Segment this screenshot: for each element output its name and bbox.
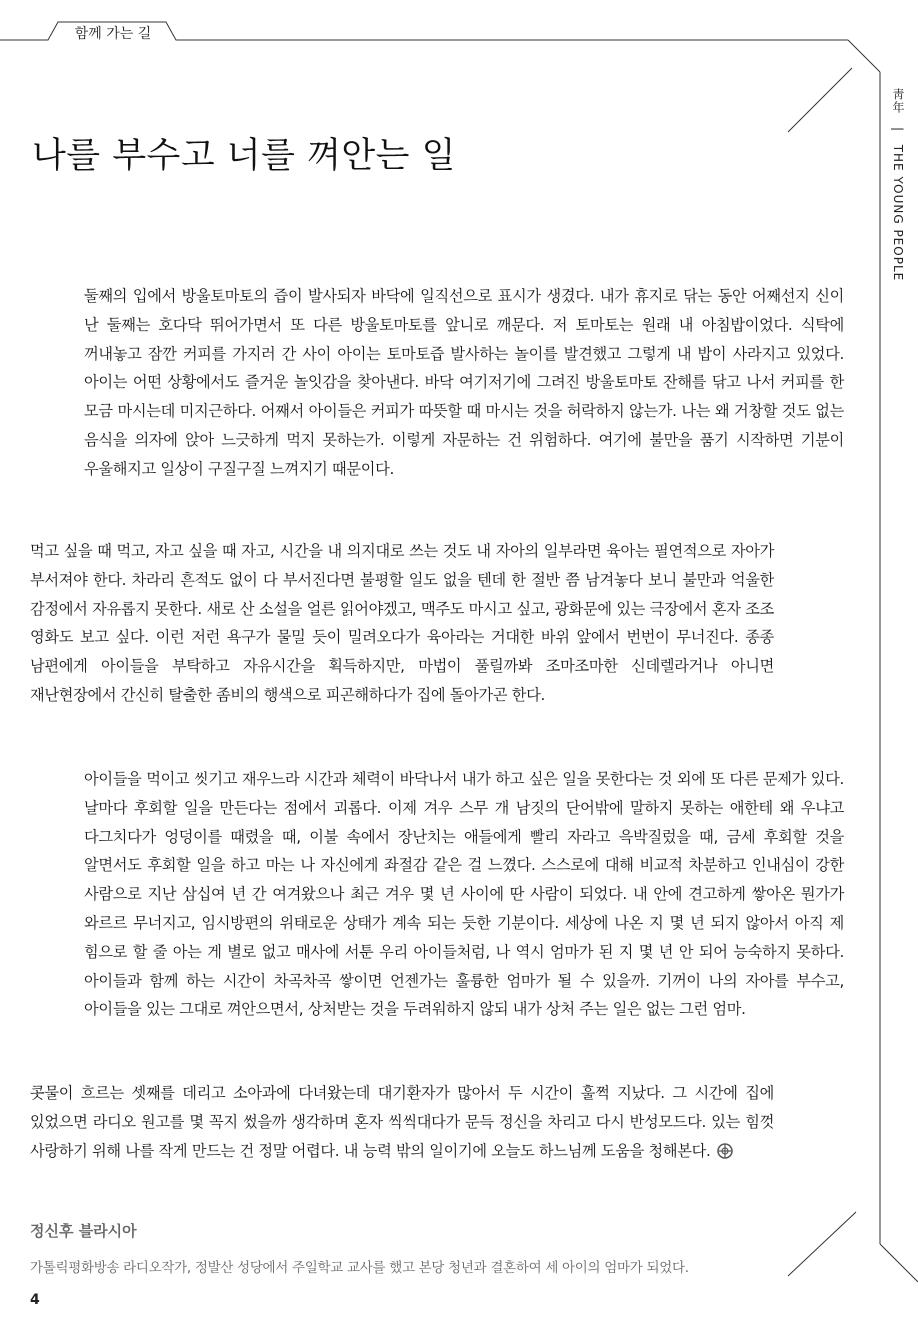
corner-diagonal-top-inner (788, 68, 852, 132)
article-paragraph-2: 먹고 싶을 때 먹고, 자고 싶을 때 자고, 시간을 내 의지대로 쓰는 것도 내 자아의 일부라면 육아는 필연적으로 자아가 부서져야 한다. 차라리 흔적도 없이 다 부서진다면 불평할 일도 없을 텐데 한 절반 쯤 남겨놓다 보니 불만과 억울한 감정에서 자유롭지 못한다. 새로 산 소설을 얼른 읽어야겠고, 맥주도 마시고 싶고, 광화문에 있는 극장에서 혼자 조조 영화도 보고 싶다. 이런 저런 욕구가 물밀 듯이 밀려오다가 육아라는 거대한 바위 앞에서 번번이 무너진다. 종종 남편에게 아이들을 부탁하고 자유시간을 획득하지만, 마법이 풀릴까봐 조마조마한 신데렐라거나 아니면 재난현장에서 간신히 탈출한 좀비의 행색으로 피곤해하다가 집에 돌아가곤 한다. (30, 542, 774, 704)
author-name: 정신후 블라시아 (30, 1222, 137, 1240)
footer-rule (880, 1244, 918, 1282)
section-tab: 함께 가는 길 (74, 26, 152, 42)
corner-diagonal-top-outer (848, 40, 880, 72)
article-paragraph-1: 둘째의 입에서 방울토마토의 즙이 발사되자 바닥에 일직선으로 표시가 생겼다. 내가 휴지로 닦는 동안 어째선지 신이 난 둘째는 호다닥 뛰어가면서 또 다른 방울토마토를 앞니로 깨문다. 저 토마토는 원래 내 아침밥이었다. 식탁에 꺼내놓고 잠깐 커피를 가지러 간 사이 아이는 토마토즙 발사하는 놀이를 발견했고 그렇게 내 밥이 사라지고 있었다. 아이는 어떤 상황에서도 즐거운 놀잇감을 찾아낸다. 바닥 여기저기에 그려진 방울토마토 잔해를 닦고 나서 커피를 한 모금 마시는데 미지근하다. 어째서 아이들은 커피가 따뜻할 때 마시는 것을 허락하지 않는가. 나는 왜 거창할 것도 없는 음식을 의자에 앉아 느긋하게 먹지 못하는가. 이렇게 자문하는 건 위험하다. 여기에 불만을 품기 시작하면 기분이 우울해지고 일상이 구질구질 느껴지기 때문이다. (84, 287, 844, 478)
article-title: 나를 부수고 너를 껴안는 일 (32, 136, 456, 176)
side-label (890, 88, 907, 281)
corner-diagonal-bottom (788, 1212, 856, 1276)
article-paragraph-3: 아이들을 먹이고 씻기고 재우느라 시간과 체력이 바닥나서 내가 하고 싶은 일을 못한다는 것 외에 또 다른 문제가 있다. 날마다 후회할 일을 만든다는 점에서 괴롭다. 이제 겨우 스무 개 남짓의 단어밖에 말하지 못하는 애한테 왜 우냐고 다그치다가 엉덩이를 때렸을 때, 이불 속에서 장난치는 애들에게 빨리 자라고 윽박질렀을 때, 금세 후회할 것을 알면서도 후회할 일을 하고 마는 나 자신에게 좌절감 같은 걸 느꼈다. 스스로에 대해 비교적 차분하고 인내심이 강한 사람으로 지난 삼십여 년 간 여겨왔으나 최근 겨우 몇 년 사이에 딴 사람이 되었다. 내 안에 견고하게 쌓아온 뭔가가 와르르 무너지고, 임시방편의 위태로운 상태가 계속 되는 듯한 기분이다. 세상에 나온 지 몇 년 되지 않아서 아직 제 힘으로 할 줄 아는 게 별로 없고 매사에 서툰 우리 아이들처럼, 나 역시 엄마가 된 지 몇 년 안 되어 능숙하지 못하다. 아이들과 함께 하는 시간이 차곡차곡 쌓이면 언젠가는 훌륭한 엄마가 될 수 있을까. 기꺼이 나의 자아를 부수고, 아이들을 있는 그대로 껴안으면서, 상처받는 것을 두려워하지 않되 내가 상처 주는 일은 없는 그런 엄마. (84, 770, 844, 1019)
side-label-hanja: 靑年 (891, 88, 905, 114)
article-paragraph-4-text: 콧물이 흐르는 셋째를 데리고 소아과에 다녀왔는데 대기환자가 많아서 두 시간이 훌쩍 지났다. 그 시간에 집에 있었으면 라디오 원고를 몇 꼭지 썼을까 생각하며 혼자 씩씩대다가 문득 정신을 차리고 다시 반성모드다. 있는 힘껏 사랑하기 위해 나를 작게 만드는 건 정말 어렵다. 내 능력 밖의 일이기에 오늘도 하느님께 도움을 청해본다. (30, 1084, 774, 1160)
cross-emblem-icon (717, 1143, 733, 1159)
author-bio: 가톨릭평화방송 라디오작가, 정발산 성당에서 주일학교 교사를 했고 본당 청년과 결혼하여 세 아이의 엄마가 되었다. (30, 1260, 689, 1276)
side-label-english: THE YOUNG PEOPLE (891, 144, 905, 282)
page-number: 4 (30, 1292, 40, 1308)
side-label-separator: | (891, 126, 905, 132)
article-paragraph-4 (30, 1079, 774, 1165)
